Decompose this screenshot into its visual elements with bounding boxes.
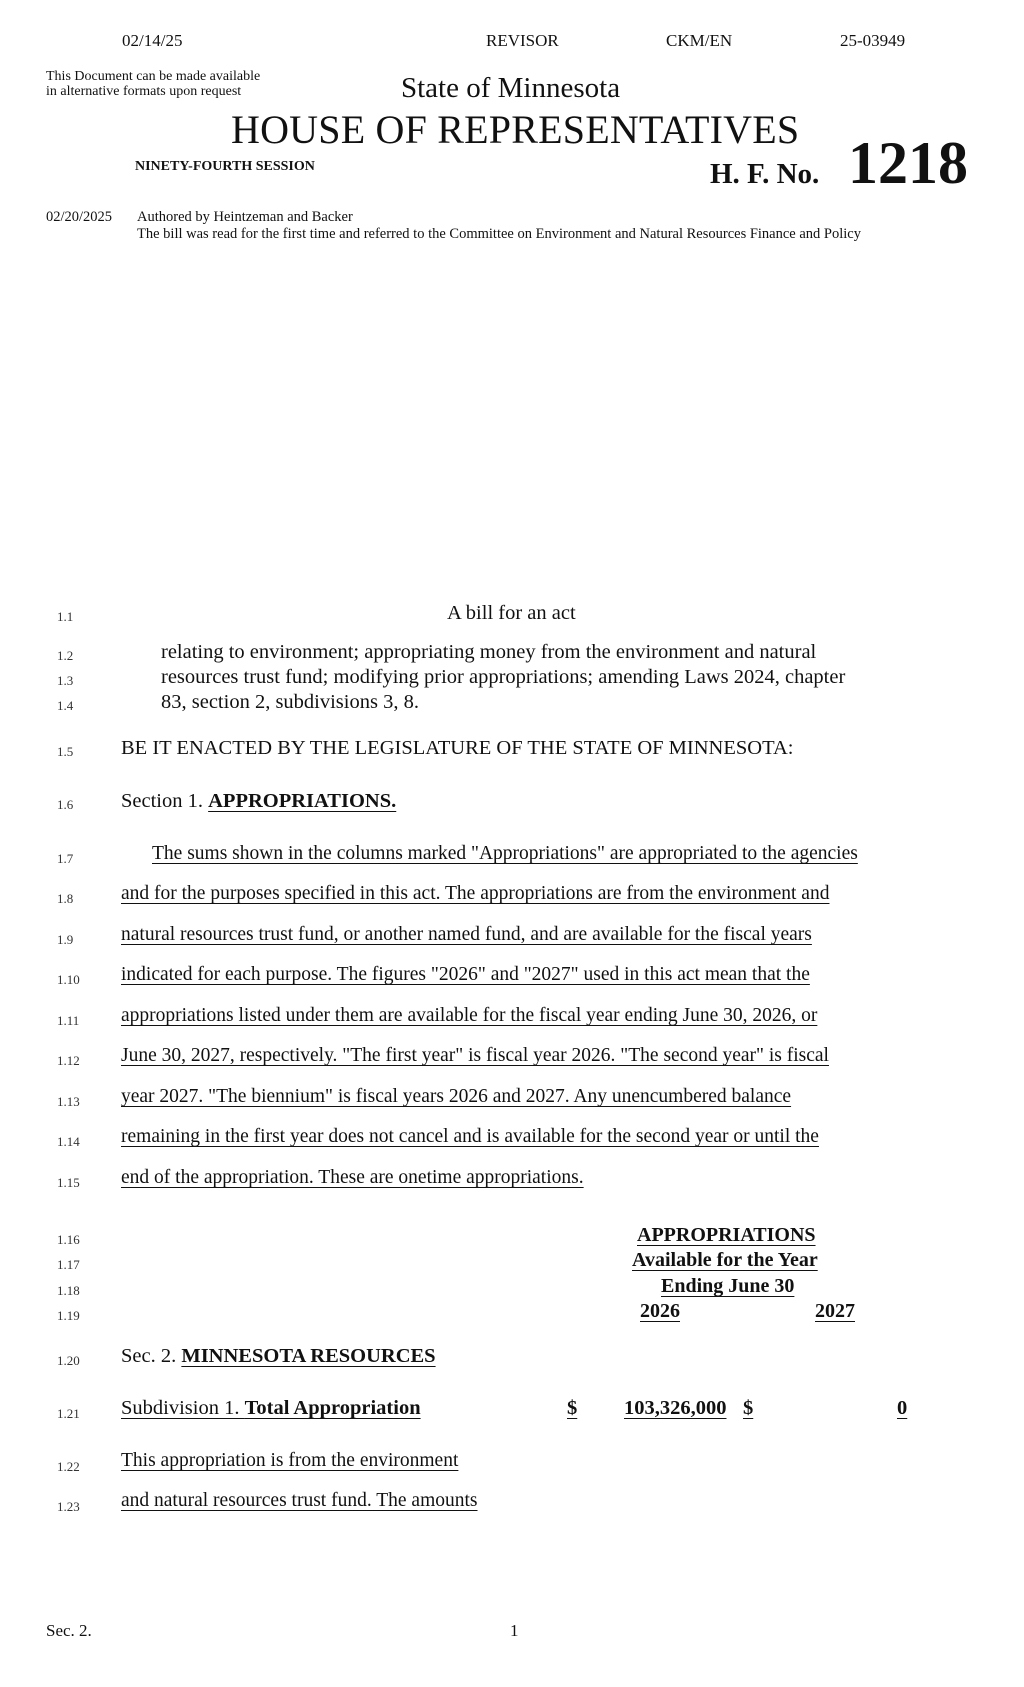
section-2-heading: Sec. 2. MINNESOTA RESOURCES: [121, 1345, 436, 1367]
line-number: 1.21: [57, 1406, 80, 1421]
paragraph-line: June 30, 2027, respectively. "The first year" is fiscal year 2026. "The second year" is fiscal: [121, 1045, 829, 1066]
authorship-date: 02/20/2025: [46, 209, 113, 225]
line-number: 1.1: [57, 609, 74, 624]
appropriations-header: APPROPRIATIONS: [637, 1224, 816, 1246]
title-line: resources trust fund; modifying prior appropriations; amending Laws 2024, chapter: [161, 666, 846, 688]
line-number: 1.13: [57, 1094, 80, 1109]
line-number: 1.6: [57, 797, 74, 812]
ending-header: Ending June 30: [661, 1275, 795, 1297]
year-2026-header: 2026: [640, 1300, 680, 1322]
header-date: 02/14/25: [122, 31, 183, 50]
paragraph-line: natural resources trust fund, or another named fund, and are available for the fiscal years: [121, 924, 812, 945]
availability-line-1: This Document can be made available: [46, 69, 261, 84]
line-number: 1.15: [57, 1175, 80, 1190]
line-number: 1.18: [57, 1283, 80, 1298]
line-number: 1.17: [57, 1257, 80, 1272]
bill-title: A bill for an act: [447, 602, 576, 624]
page-number: 1: [510, 1621, 519, 1640]
paragraph-line: and for the purposes specified in this act. The appropriations are from the environment and: [121, 883, 830, 904]
header-initials: CKM/EN: [666, 31, 733, 50]
paragraph-line: appropriations listed under them are available for the fiscal year ending June 30, 2026, or: [121, 1005, 818, 1026]
dollar-sign: $: [567, 1397, 578, 1419]
line-number: 1.9: [57, 932, 74, 947]
session-label: NINETY-FOURTH SESSION: [135, 159, 315, 174]
line-number: 1.20: [57, 1353, 80, 1368]
line-number: 1.19: [57, 1308, 80, 1323]
referral: The bill was read for the first time and referred to the Committee on Environment and Natural Resources Finance and Policy: [137, 226, 861, 242]
line-number: 1.12: [57, 1053, 80, 1068]
line-number: 1.14: [57, 1134, 80, 1149]
line-number: 1.16: [57, 1232, 80, 1247]
dollar-sign: $: [743, 1397, 754, 1419]
house-title: HOUSE OF REPRESENTATIVES: [231, 107, 800, 152]
subdivision-1-heading: Subdivision 1. Total Appropriation: [121, 1397, 421, 1419]
state-title: State of Minnesota: [401, 72, 621, 104]
year-2027-header: 2027: [815, 1300, 855, 1322]
paragraph-line: year 2027. "The biennium" is fiscal years 2026 and 2027. Any unencumbered balance: [121, 1086, 792, 1107]
line-number: 1.22: [57, 1459, 80, 1474]
line-number: 1.5: [57, 744, 74, 759]
amount-2027: 0: [897, 1397, 908, 1419]
hf-number: 1218: [848, 130, 968, 196]
line-number: 1.2: [57, 648, 74, 663]
title-line: relating to environment; appropriating money from the environment and natural: [161, 641, 817, 663]
footer-section: Sec. 2.: [46, 1621, 92, 1640]
enacting-clause: BE IT ENACTED BY THE LEGISLATURE OF THE STATE OF MINNESOTA:: [121, 737, 794, 759]
paragraph-line: The sums shown in the columns marked "Appropriations" are appropriated to the agencies: [152, 843, 858, 864]
line-number: 1.4: [57, 698, 74, 713]
line-number: 1.10: [57, 972, 80, 987]
paragraph-line: indicated for each purpose. The figures "2026" and "2027" used in this act mean that the: [121, 964, 810, 985]
hf-label: H. F. No.: [710, 158, 820, 190]
title-line: 83, section 2, subdivisions 3, 8.: [161, 691, 419, 713]
line-number: 1.8: [57, 891, 74, 906]
paragraph-line: end of the appropriation. These are onetime appropriations.: [121, 1167, 584, 1188]
line-number: 1.3: [57, 673, 74, 688]
header-doc-number: 25-03949: [840, 31, 906, 50]
line-number: 1.23: [57, 1499, 80, 1514]
line-number: 1.7: [57, 851, 74, 866]
appropriation-text-line: This appropriation is from the environment: [121, 1450, 459, 1471]
paragraph-line: remaining in the first year does not cancel and is available for the second year or until the: [121, 1126, 819, 1147]
section-1-heading: Section 1. APPROPRIATIONS.: [121, 790, 397, 812]
authors: Authored by Heintzeman and Backer: [137, 209, 353, 225]
availability-line-2: in alternative formats upon request: [46, 84, 242, 99]
available-header: Available for the Year: [632, 1249, 818, 1271]
amount-2026: 103,326,000: [624, 1397, 727, 1419]
line-number: 1.11: [57, 1013, 80, 1028]
appropriation-text-line: and natural resources trust fund. The amounts: [121, 1490, 478, 1511]
header-revisor: REVISOR: [486, 31, 559, 50]
